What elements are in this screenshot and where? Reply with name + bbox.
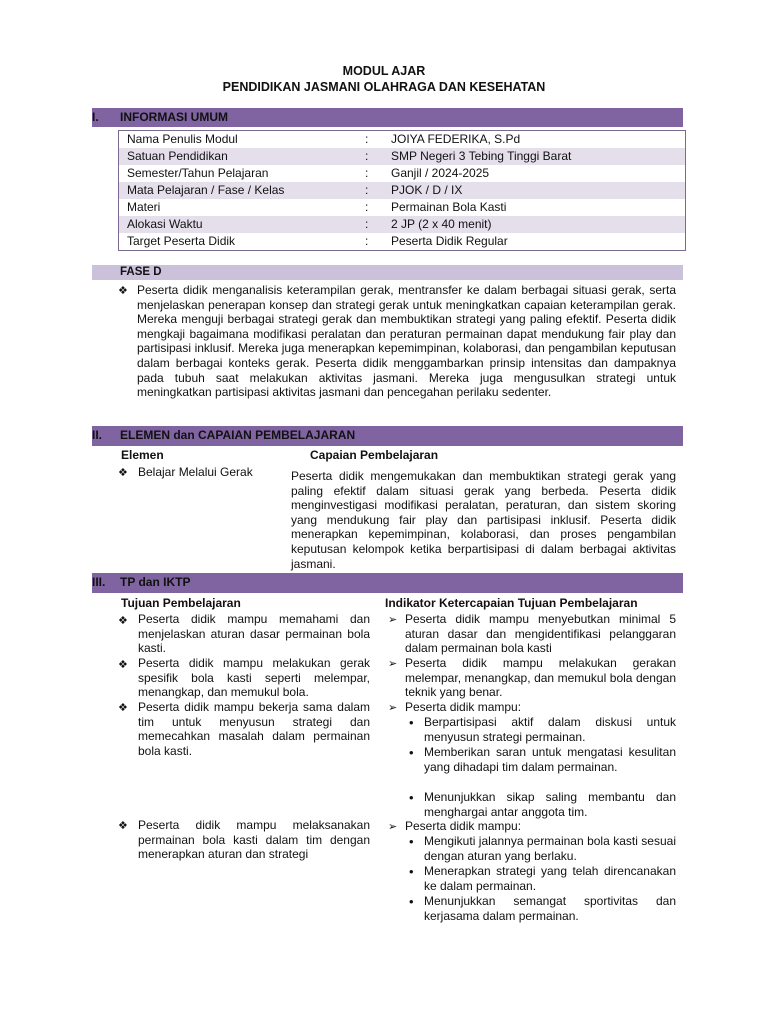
info-label: Nama Penulis Modul xyxy=(127,132,238,146)
diamond-bullet-icon: ❖ xyxy=(118,467,128,479)
info-row xyxy=(119,216,685,233)
arrow-bullet-icon: ➢ xyxy=(388,702,398,714)
section-label: INFORMASI UMUM xyxy=(120,110,228,124)
fase-paragraph: Peserta didik menganalisis keterampilan gerak, mentransfer ke dalam berbagai situasi gerak, serta menjelaskan penerapan konsep dan strategi gerak untuk meningkatkan capaian keterampilan gerak. Mereka menguji berbagai strategi gerak dan membuktikan strategi yang paling efektif. Peserta didik mengkaji bagaimana modifikasi peralatan dan peraturan permainan dapat mendukung fair play dan partisipasi inklusif. Mereka juga menerapkan kepemimpinan, kolaborasi, dan pengambilan keputusan dalam berbagai konteks gerak. Peserta didik menggambarkan prinsip intensitas dan dampaknya pada tubuh saat melakukan aktivitas jasmani. Mereka juga mengusulkan strategi untuk meningkatkan partisipasi aktivitas jasmani dan pencegahan perilaku sedenter. xyxy=(137,283,676,400)
dot-bullet-icon: • xyxy=(409,834,414,849)
indikator-item: Peserta didik mampu: xyxy=(405,700,522,714)
section-bar-tp-iktp xyxy=(92,573,683,593)
tujuan-item: Peserta didik mampu melaksanakan permainan bola kasti dalam tim dengan menerapkan aturan dan strategi xyxy=(138,818,370,862)
info-value: SMP Negeri 3 Tebing Tinggi Barat xyxy=(391,149,572,163)
indikator-subitem: Berpartisipasi aktif dalam diskusi untuk menyusun strategi permainan. xyxy=(424,715,676,744)
indikator-subitem: Menunjukkan semangat sportivitas dan kerjasama dalam permainan. xyxy=(424,894,676,923)
info-label: Satuan Pendidikan xyxy=(127,149,228,163)
dot-bullet-icon: • xyxy=(409,864,414,879)
info-value: Peserta Didik Regular xyxy=(391,234,508,248)
document-subtitle: PENDIDIKAN JASMANI OLAHRAGA DAN KESEHATAN xyxy=(222,80,546,94)
tujuan-item: Peserta didik mampu bekerja sama dalam tim untuk menyusun strategi dan memecahkan masalah dalam permainan bola kasti. xyxy=(138,700,370,758)
tujuan-item: Peserta didik mampu memahami dan menjelaskan aturan dasar permainan bola kasti. xyxy=(138,612,370,656)
info-row xyxy=(119,165,685,182)
info-label: Materi xyxy=(127,200,161,214)
info-value: JOIYA FEDERIKA, S.Pd xyxy=(391,132,521,146)
diamond-bullet-icon: ❖ xyxy=(118,702,128,714)
diamond-bullet-icon: ❖ xyxy=(118,820,128,832)
section-label: TP dan IKTP xyxy=(120,575,191,589)
info-sep: : xyxy=(365,183,369,197)
capaian-paragraph: Peserta didik mengemukakan dan membuktikan strategi gerak yang paling efektif dalam situasi gerak yang berbeda. Peserta didik menginvestigasi modifikasi peralatan, peraturan, dan sistem skoring yang mendukung fair play dan partisipasi inklusif. Peserta didik menerapkan kepemimpinan, kolaborasi, dan proses pengambilan keputusan kelompok ketika berpartisipasi di dalam berbagai aktivitas jasmani. xyxy=(291,469,676,571)
tujuan-item: Peserta didik mampu melakukan gerak spesifik bola kasti seperti melempar, menangkap, dan memukul bola. xyxy=(138,656,370,700)
arrow-bullet-icon: ➢ xyxy=(388,614,398,626)
info-sep: : xyxy=(365,200,369,214)
section-bar-elemen xyxy=(92,426,683,446)
info-value: 2 JP (2 x 40 menit) xyxy=(391,217,492,231)
info-row xyxy=(119,233,685,250)
elemen-item: Belajar Melalui Gerak xyxy=(138,465,253,479)
section-number: I. xyxy=(92,110,99,124)
document-title: MODUL AJAR xyxy=(342,64,426,78)
info-table xyxy=(118,130,686,251)
info-label: Mata Pelajaran / Fase / Kelas xyxy=(127,183,285,197)
info-row xyxy=(119,199,685,216)
section-number: II. xyxy=(92,428,103,442)
info-label: Target Peserta Didik xyxy=(127,234,236,248)
column-header-tujuan: Tujuan Pembelajaran xyxy=(121,596,241,610)
indikator-item: Peserta didik mampu menyebutkan minimal 5 aturan dasar dan mengidentifikasi pelanggaran dalam permainan bola kasti xyxy=(405,612,676,656)
indikator-subitem: Mengikuti jalannya permainan bola kasti sesuai dengan aturan yang berlaku. xyxy=(424,834,676,863)
indikator-subitem: Memberikan saran untuk mengatasi kesulitan yang dihadapi tim dalam permainan. xyxy=(424,745,676,774)
info-value: Ganjil / 2024-2025 xyxy=(391,166,490,180)
dot-bullet-icon: • xyxy=(409,745,414,760)
section-bar-fase-d xyxy=(92,265,683,280)
diamond-bullet-icon: ❖ xyxy=(118,659,128,671)
indikator-item: Peserta didik mampu melakukan gerakan melempar, menangkap, dan memukul bola dengan teknik yang benar. xyxy=(405,656,676,700)
info-value: PJOK / D / IX xyxy=(391,183,463,197)
info-sep: : xyxy=(365,166,369,180)
arrow-bullet-icon: ➢ xyxy=(388,821,398,833)
section-label: ELEMEN dan CAPAIAN PEMBELAJARAN xyxy=(120,428,356,442)
diamond-bullet-icon: ❖ xyxy=(118,615,128,627)
indikator-subitem: Menerapkan strategi yang telah direncanakan ke dalam permainan. xyxy=(424,864,676,893)
section-bar-informasi-umum xyxy=(92,108,683,127)
info-label: Alokasi Waktu xyxy=(127,217,203,231)
dot-bullet-icon: • xyxy=(409,894,414,909)
section-number: III. xyxy=(92,575,106,589)
indikator-subitem: Menunjukkan sikap saling membantu dan menghargai antar anggota tim. xyxy=(424,790,676,819)
info-value: Permainan Bola Kasti xyxy=(391,200,507,214)
indikator-item: Peserta didik mampu: xyxy=(405,819,522,833)
info-sep: : xyxy=(365,217,369,231)
column-header-capaian: Capaian Pembelajaran xyxy=(310,448,439,462)
info-row xyxy=(119,148,685,165)
info-label: Semester/Tahun Pelajaran xyxy=(127,166,269,180)
column-header-indikator: Indikator Ketercapaian Tujuan Pembelajaran xyxy=(385,596,638,610)
dot-bullet-icon: • xyxy=(409,790,414,805)
info-row xyxy=(119,182,685,199)
column-header-elemen: Elemen xyxy=(121,448,164,462)
diamond-bullet-icon: ❖ xyxy=(118,285,128,297)
dot-bullet-icon: • xyxy=(409,715,414,730)
section-label: FASE D xyxy=(120,266,162,278)
info-row xyxy=(119,131,685,148)
arrow-bullet-icon: ➢ xyxy=(388,658,398,670)
info-sep: : xyxy=(365,132,369,146)
info-sep: : xyxy=(365,149,369,163)
info-sep: : xyxy=(365,234,369,248)
